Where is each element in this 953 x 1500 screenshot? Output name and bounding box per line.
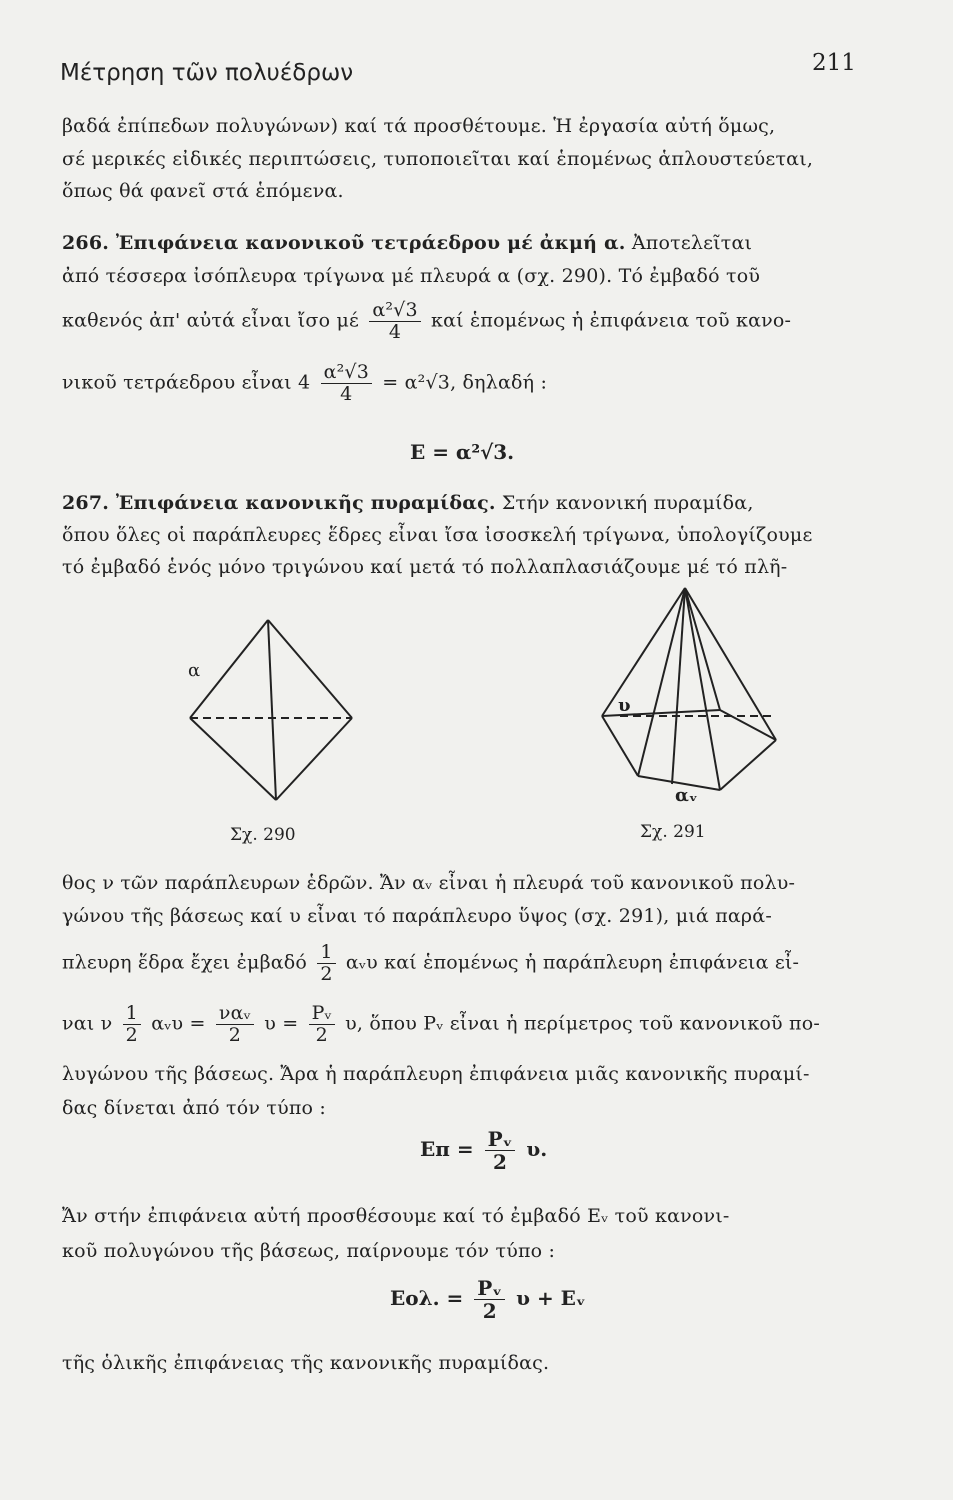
section-266-heading: 266. Ἐπιφάνεια κανονικοῦ τετράεδρου μέ ἀκμή α. (62, 232, 626, 254)
fraction-denominator: 2 (482, 1299, 497, 1323)
fraction-numerator: α²√3 (369, 300, 420, 322)
label-a: α (188, 660, 201, 681)
section-266-line-1 (62, 232, 752, 254)
figure-291-pyramid (580, 580, 800, 820)
fraction (309, 1003, 335, 1046)
paragraph-line: κοῦ πολυγώνου τῆς βάσεως, παίρνουμε τόν τύπο : (62, 1240, 556, 1262)
fraction-denominator: 4 (340, 382, 353, 405)
text-run: υ = (264, 1012, 299, 1035)
fraction (485, 1128, 516, 1173)
section-267-line-1 (62, 492, 754, 514)
fraction-numerator: ναᵥ (216, 1003, 254, 1025)
formula-rhs: υ + Eᵥ (516, 1286, 586, 1310)
fraction (321, 362, 372, 405)
paragraph-line: τό ἐμβαδό ἑνός μόνο τριγώνου καί μετά τό πολλαπλασιάζουμε μέ τό πλῆ- (62, 556, 788, 578)
text-run: νικοῦ τετράεδρου εἶναι 4 (62, 371, 311, 394)
fraction-numerator: α²√3 (321, 362, 372, 384)
fraction-numerator: Pᵥ (474, 1277, 505, 1300)
paragraph-line (62, 300, 791, 343)
paragraph-line: ὅπου ὅλες οἱ παράπλευρες ἕδρες εἶναι ἴσα ἰσοσκελή τρίγωνα, ὑπολογίζουμε (62, 524, 813, 546)
text-run: πλευρη ἕδρα ἔχει ἐμβαδό (62, 951, 308, 974)
text-run: = α²√3, δηλαδή : (382, 371, 548, 394)
paragraph-line: γώνου τῆς βάσεως καί υ εἶναι τό παράπλευρο ὕψος (σχ. 291), μιά παρά- (62, 905, 772, 927)
formula-rhs: υ. (526, 1137, 548, 1161)
formula-lateral-area (420, 1128, 547, 1173)
text-run: υ, ὅπου Pᵥ εἶναι ἡ περίμετρος τοῦ κανονικοῦ πο- (345, 1012, 820, 1035)
paragraph-line: Ἄν στήν ἐπιφάνεια αὐτή προσθέσουμε καί τό ἐμβαδό Eᵥ τοῦ κανονι- (62, 1205, 730, 1227)
formula-lhs: Eολ. = (390, 1286, 464, 1310)
paragraph-line (62, 942, 799, 985)
paragraph-line: ἀπό τέσσερα ἰσόπλευρα τρίγωνα μέ πλευρά α (σχ. 290). Τό ἐμβαδό τοῦ (62, 265, 761, 287)
paragraph-line: δας δίνεται ἀπό τόν τύπο : (62, 1097, 327, 1119)
paragraph-line: σέ μερικές εἰδικές περιπτώσεις, τυποποιεῖται καί ἑπομένως ἁπλουστεύεται, (62, 148, 814, 170)
fraction-numerator: Pᵥ (485, 1128, 516, 1151)
figure-291-caption: Σχ. 291 (640, 822, 706, 842)
running-header: Μέτρηση τῶν πολυέδρων (60, 60, 354, 86)
paragraph-line: ὅπως θά φανεῖ στά ἑπόμενα. (62, 180, 344, 202)
fraction-denominator: 2 (320, 962, 333, 985)
text-run: αᵥυ καί ἑπομένως ἡ παράπλευρη ἐπιφάνεια εἶ- (345, 951, 800, 974)
label-u: υ (618, 695, 631, 716)
figure-290-tetrahedron (180, 600, 380, 820)
figure-290-caption: Σχ. 290 (230, 825, 296, 845)
fraction-denominator: 4 (388, 320, 402, 343)
formula-lhs: Eπ = (420, 1137, 474, 1161)
page-number: 211 (812, 50, 856, 76)
text-run: ναι ν (62, 1012, 113, 1035)
label-av: αᵥ (675, 785, 698, 806)
paragraph-line: θος ν τῶν παράπλευρων ἑδρῶν. Ἄν αᵥ εἶναι ἡ πλευρά τοῦ κανονικοῦ πολυ- (62, 872, 796, 894)
fraction (474, 1277, 505, 1322)
text-run: Στήν κανονική πυραμίδα, (501, 492, 754, 514)
fraction-denominator: 2 (493, 1150, 507, 1174)
paragraph-line: τῆς ὁλικῆς ἐπιφάνειας τῆς κανονικῆς πυραμίδας. (62, 1352, 550, 1374)
fraction (317, 942, 335, 985)
fraction (369, 300, 420, 343)
paragraph-line: λυγώνου τῆς βάσεως. Ἄρα ἡ παράπλευρη ἐπιφάνεια μιᾶς κανονικῆς πυραμί- (62, 1063, 810, 1085)
fraction (123, 1003, 141, 1046)
section-267-heading: 267. Ἐπιφάνεια κανονικῆς πυραμίδας. (62, 492, 496, 514)
formula-tetrahedron: E = α²√3. (410, 440, 515, 464)
fraction-denominator: 2 (125, 1023, 138, 1046)
fraction-numerator: 1 (317, 942, 335, 964)
formula-total-area (390, 1277, 586, 1322)
fraction-numerator: 1 (123, 1003, 141, 1025)
text-run: αᵥυ = (151, 1012, 206, 1035)
text-run: καί ἑπομένως ἡ ἐπιφάνεια τοῦ κανο- (431, 309, 792, 332)
paragraph-line: βαδά ἐπίπεδων πολυγώνων) καί τά προσθέτουμε. Ἡ ἐργασία αὐτή ὅμως, (62, 115, 776, 137)
fraction-denominator: 2 (228, 1023, 242, 1046)
paragraph-line (62, 1003, 820, 1046)
fraction-denominator: 2 (315, 1023, 328, 1046)
fraction (216, 1003, 254, 1046)
paragraph-line (62, 362, 547, 405)
fraction-numerator: Pᵥ (309, 1003, 335, 1025)
text-run: καθενός ἀπ' αὐτά εἶναι ἴσο μέ (62, 309, 360, 332)
text-run: Ἀποτελεῖται (631, 232, 753, 254)
